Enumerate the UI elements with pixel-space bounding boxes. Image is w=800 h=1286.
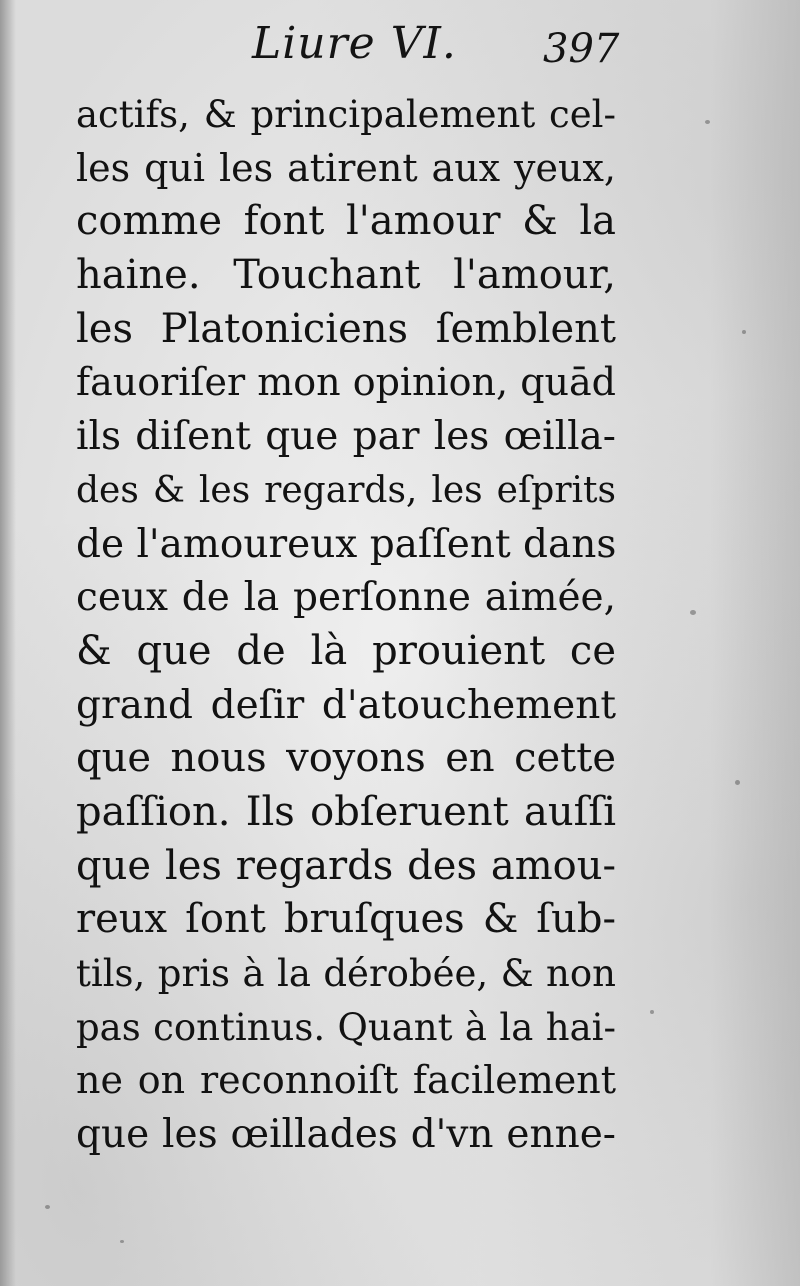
text-line: des & les regards, les eſprits <box>76 469 616 511</box>
text-line: de l'amoureux paſſent dans <box>76 521 617 567</box>
text-line: pas continus. Quant à la hai- <box>76 1005 616 1049</box>
text-line: & que de là prouient ce <box>76 627 616 674</box>
text-line: ils diſent que par les œilla- <box>76 414 616 460</box>
paper-speck <box>735 780 740 785</box>
paper-speck <box>45 1205 50 1209</box>
text-line: grand deſir d'atouchement <box>76 682 616 728</box>
page-gutter-shadow <box>0 0 16 1286</box>
text-line: les Platoniciens ſemblent <box>76 305 616 352</box>
text-line: ceux de la perſonne aimée, <box>76 575 616 621</box>
page-edge-shading <box>710 0 800 1286</box>
paper-speck <box>120 1240 124 1243</box>
text-line: fauoriſer mon opinion, quād <box>76 360 616 405</box>
text-line: les qui les atirent aux yeux, <box>76 145 616 190</box>
running-head-title: Liure VI. <box>252 18 457 69</box>
text-line: que nous voyons en cette <box>76 735 616 782</box>
text-line: tils, pris à la dérobée, & non <box>76 952 616 995</box>
text-line: haine. Touchant l'amour, <box>76 252 616 299</box>
text-line: que les œillades d'vn enne- <box>76 1112 616 1158</box>
paper-speck <box>705 120 710 124</box>
text-line: reux ſont bruſques & ſub- <box>76 896 616 943</box>
paper-speck <box>742 330 746 334</box>
running-head <box>0 18 800 78</box>
text-line: ne on reconnoiſt facilement <box>76 1058 616 1103</box>
page-number: 397 <box>543 26 620 72</box>
body-text <box>76 88 616 1162</box>
text-line: comme font l'amour & la <box>76 198 616 245</box>
paper-speck <box>690 610 696 615</box>
text-line: que les regards des amou- <box>76 842 616 889</box>
text-line: actifs, & principalement cel- <box>76 93 616 136</box>
text-line: paſſion. Ils obſeruent auſſi <box>76 788 616 835</box>
paper-speck <box>650 1010 654 1014</box>
